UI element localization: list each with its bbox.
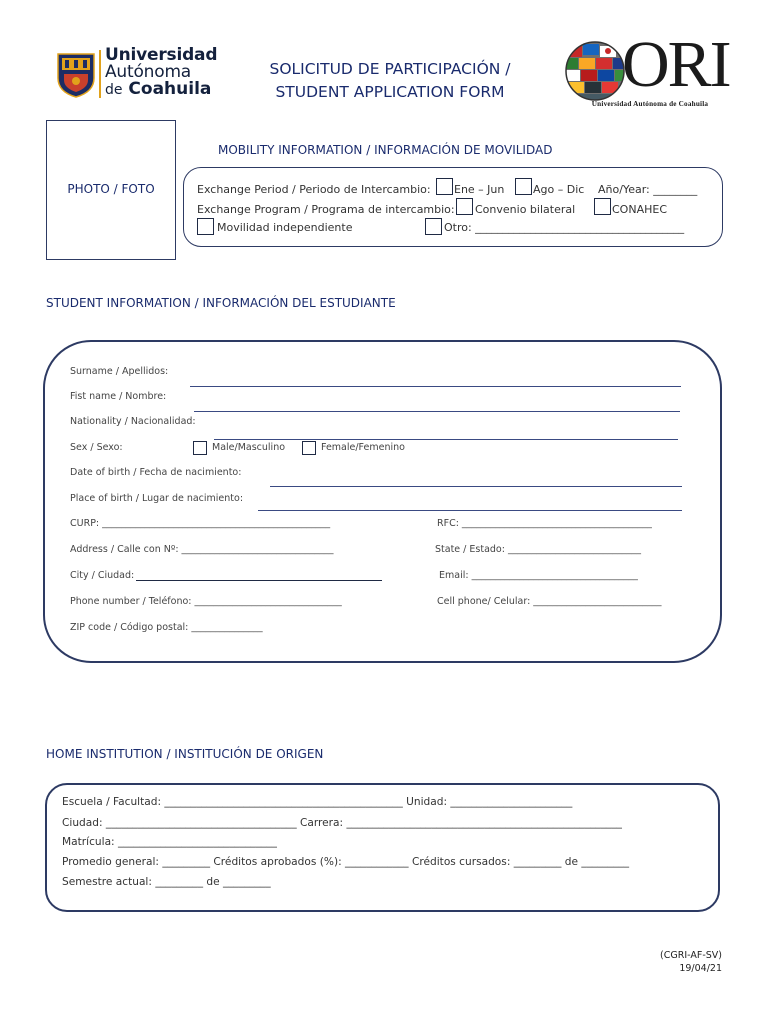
exchange-period-label: Exchange Period / Periodo de Intercambio: [197,183,431,196]
ori-logo-letters: ORI [622,28,730,101]
surname-label: Surname / Apellidos: [70,366,169,377]
cell-field[interactable]: Cell phone/ Celular: ___________________________ [437,596,662,607]
university-logo-text [105,47,217,99]
semestre-row[interactable]: Semestre actual: _________ de _________ [62,876,271,888]
option-ago-dic: Ago – Dic [533,183,585,196]
promedio-creditos-row[interactable]: Promedio general: _________ Créditos aprobados (%): ____________ Créditos cursados: _________ de _________ [62,856,630,868]
address-field[interactable]: Address / Calle con Nº: ________________________________ [70,544,334,555]
pob-input-line[interactable] [258,510,682,511]
option-convenio-bilateral: Convenio bilateral [475,203,576,216]
option-female: Female/Femenino [321,442,405,453]
checkbox-otro[interactable] [425,218,442,235]
option-otro-field[interactable]: Otro: ______________________________________ [444,221,685,234]
state-field[interactable]: State / Estado: ____________________________ [435,544,641,555]
university-shield-icon [56,52,96,98]
sex-label: Sex / Sexo: [70,442,123,453]
form-title-line2: STUDENT APPLICATION FORM [275,83,505,101]
checkbox-convenio-bilateral[interactable] [456,198,473,215]
checkbox-female[interactable] [302,441,316,455]
dob-label: Date of birth / Fecha de nacimiento: [70,467,242,478]
mobility-heading: MOBILITY INFORMATION / INFORMACIÓN DE MOVILIDAD [218,143,553,157]
checkbox-male[interactable] [193,441,207,455]
ciudad-carrera-row[interactable]: Ciudad: ____________________________________ Carrera: ____________________________________________________ [62,817,622,829]
first-name-input-line[interactable] [194,411,680,412]
photo-label: PHOTO / FOTO [67,182,155,196]
globe-flags-icon [564,40,626,102]
university-line3 [105,81,217,99]
option-ene-jun: Ene – Jun [454,183,505,196]
year-field[interactable]: Año/Year: ________ [598,183,698,196]
logo-divider [99,50,101,98]
city-input-line[interactable] [136,580,382,581]
form-title [230,58,550,104]
checkbox-movilidad-independiente[interactable] [197,218,214,235]
student-heading: STUDENT INFORMATION / INFORMACIÓN DEL ESTUDIANTE [46,296,396,310]
pob-label: Place of birth / Lugar de nacimiento: [70,493,244,504]
checkbox-ene-jun[interactable] [436,178,453,195]
option-movilidad-independiente: Movilidad independiente [217,221,353,234]
first-name-label: Fist name / Nombre: [70,391,167,402]
rfc-field[interactable]: RFC: ________________________________________ [437,518,652,529]
surname-input-line[interactable] [190,386,681,387]
zip-field[interactable]: ZIP code / Código postal: _______________ [70,622,263,633]
ori-logo-caption: Universidad Autónoma de Coahuila [591,100,709,108]
exchange-program-label: Exchange Program / Programa de intercambio: [197,203,455,216]
checkbox-ago-dic[interactable] [515,178,532,195]
escuela-unidad-row[interactable]: Escuela / Facultad: _____________________________________________ Unidad: _______________________ [62,796,573,808]
dob-input-line[interactable] [270,486,682,487]
city-label: City / Ciudad: [70,570,135,581]
footer-code: (CGRI-AF-SV) [660,950,722,961]
university-line3-name: Coahuila [128,79,212,99]
option-male: Male/Masculino [212,442,286,453]
university-line3-prefix: de [105,82,123,98]
footer-date: 19/04/21 [679,963,722,974]
curp-field[interactable]: CURP: ________________________________________________ [70,518,331,529]
checkbox-conahec[interactable] [594,198,611,215]
home-heading: HOME INSTITUTION / INSTITUCIÓN DE ORIGEN [46,747,324,761]
footer [600,949,722,975]
university-line1: Universidad [105,45,218,65]
phone-field[interactable]: Phone number / Teléfono: _______________________________ [70,596,342,607]
option-conahec: CONAHEC [612,203,667,216]
form-title-line1: SOLICITUD DE PARTICIPACIÓN / [269,60,511,78]
university-line2: Autónoma [105,62,192,82]
nationality-input-line[interactable] [214,439,678,440]
nationality-label: Nationality / Nacionalidad: [70,416,196,427]
matricula-row[interactable]: Matrícula: ______________________________ [62,836,277,848]
email-field[interactable]: Email: ___________________________________ [439,570,638,581]
